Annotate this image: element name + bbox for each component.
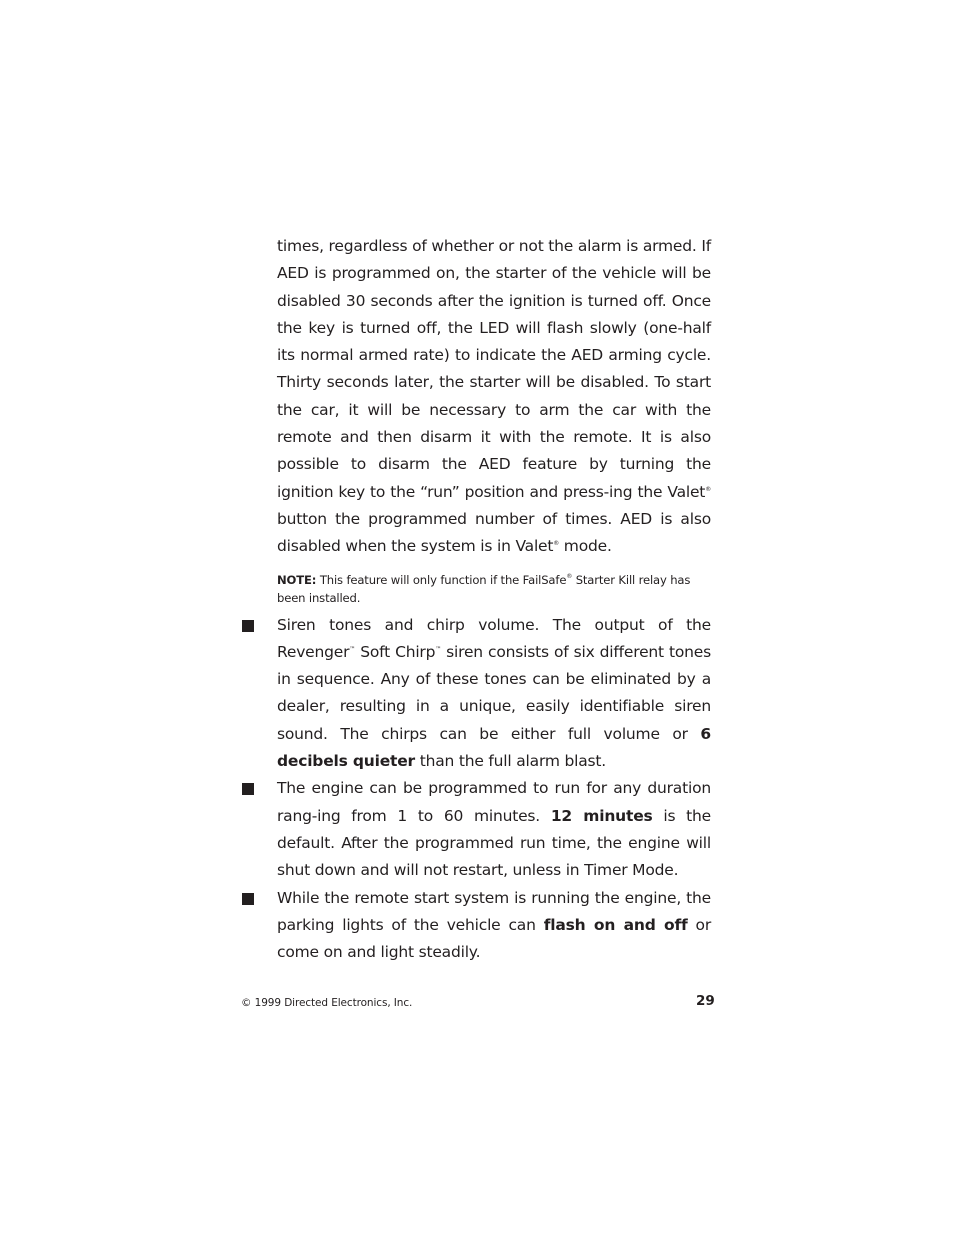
intro-paragraph xyxy=(277,233,711,561)
bullet-item-parking-lights xyxy=(277,885,711,967)
note-text-1: This feature will only function if the FailSafe xyxy=(316,572,567,587)
note-text-2: Starter Kill relay has been installed. xyxy=(277,572,691,605)
bullet-text-part: Soft Chirp xyxy=(355,642,436,661)
bullet-text-part: While the remote start system is running the engine, the parking lights of the vehicle can xyxy=(277,888,711,934)
registered-mark: ® xyxy=(566,572,573,580)
page-number: 29 xyxy=(696,993,715,1009)
copyright: © 1999 Directed Electronics, Inc. xyxy=(241,997,413,1009)
bullet-text-part: siren consists of six different tones in sequence. Any of these tones can be eliminated by a dealer, resulting in a unique, easily identifiable siren sound. The chirps can be either full volume or xyxy=(277,642,711,743)
bullet-text xyxy=(277,885,711,967)
trademark-mark: ™ xyxy=(349,645,356,653)
bullet-text-part: or come on and light steadily. xyxy=(277,915,711,962)
note xyxy=(277,571,711,607)
bullet-text-part: Siren tones and chirp volume. The output of the Revenger xyxy=(277,615,711,661)
page-content xyxy=(277,233,711,966)
square-bullet-icon xyxy=(242,783,254,795)
bullet-text-part: is the default. After the programmed run time, the engine will shut down and will not restart, unless in Timer Mode. xyxy=(277,806,711,880)
bullet-text xyxy=(277,775,711,884)
bullet-text xyxy=(277,612,711,776)
bullet-item-engine xyxy=(277,775,711,884)
square-bullet-icon xyxy=(242,620,254,632)
intro-text-2: button the programmed number of times. AED is also disabled when the system is in Valet xyxy=(277,509,711,556)
intro-text-3: mode. xyxy=(559,537,612,556)
bold-text: flash on and off xyxy=(543,915,688,934)
note-label: NOTE: xyxy=(277,572,317,587)
bullet-item-siren xyxy=(277,612,711,776)
trademark-mark: ™ xyxy=(435,645,442,653)
bold-text: 6 decibels quieter xyxy=(277,724,711,771)
registered-mark: ® xyxy=(705,485,711,493)
square-bullet-icon xyxy=(242,893,254,905)
bullet-text-part: than the full alarm blast. xyxy=(414,752,606,771)
bullet-text-part: The engine can be programmed to run for any duration rang-ing from 1 to 60 minutes. xyxy=(277,779,711,825)
registered-mark: ® xyxy=(553,540,560,548)
intro-text-1: times, regardless of whether or not the alarm is armed. If AED is programmed on, the starter of the vehicle will be disabled 30 seconds after the ignition is turned off. Once the key is turned off, the LED will flash slowly (one-half its normal armed rate) to indicate the AED arming cycle. Thirty seconds later, the starter will be disabled. To start the car, it will be necessary to arm the car with the remote and then disarm it with the remote. It is also possible to disarm the AED feature by turning the ignition key to the “run” position and press-ing the Valet xyxy=(277,237,711,501)
bold-text: 12 minutes xyxy=(550,806,653,825)
